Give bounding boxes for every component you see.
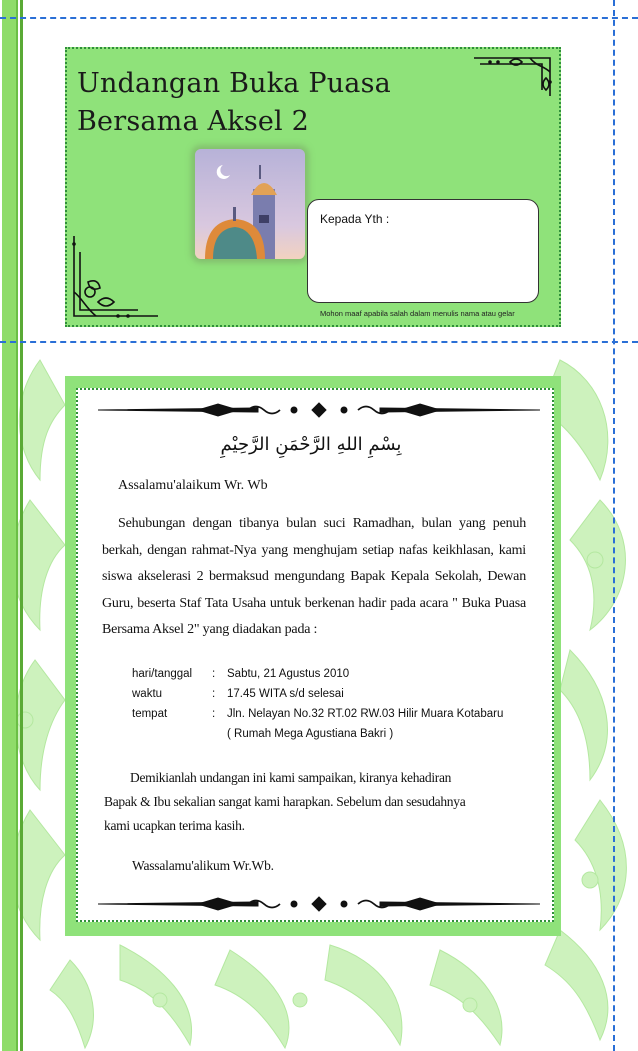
detail-row bbox=[132, 664, 503, 684]
closing-paragraph bbox=[104, 766, 534, 838]
mosque-illustration bbox=[195, 149, 305, 259]
bismillah-text: بِسْمِ اللهِ الرَّحْمَنِ الرَّحِيْمِ bbox=[220, 434, 402, 455]
event-details bbox=[132, 664, 503, 744]
closing-line-1: Demikianlah undangan ini kami sampaikan, kiranya kehadiran bbox=[130, 770, 452, 785]
title-line-2: Bersama Aksel 2 bbox=[77, 106, 310, 137]
corner-ornament-bottom-left-icon bbox=[68, 232, 164, 322]
ornamental-divider-top-icon bbox=[98, 402, 540, 418]
detail-value: Jln. Nelayan No.32 RT.02 RW.03 Hilir Muara Kotabaru bbox=[227, 708, 504, 720]
recipient-address-box[interactable] bbox=[307, 199, 539, 303]
detail-value: 17.45 WITA s/d selesai bbox=[227, 688, 344, 700]
left-strip-line bbox=[20, 0, 23, 1051]
closing-greeting: Wassalamu'alikum Wr.Wb. bbox=[132, 858, 274, 873]
detail-row bbox=[132, 704, 503, 724]
detail-colon: : bbox=[212, 708, 216, 720]
detail-colon: : bbox=[212, 688, 216, 700]
detail-row bbox=[132, 684, 503, 704]
corner-ornament-top-right-icon bbox=[470, 52, 558, 102]
detail-colon bbox=[212, 724, 227, 744]
cut-line-right bbox=[613, 0, 615, 1051]
detail-colon: : bbox=[212, 668, 216, 680]
detail-value: Sabtu, 21 Agustus 2010 bbox=[227, 668, 350, 680]
recipient-label: Kepada Yth : bbox=[320, 212, 390, 226]
cut-line-middle bbox=[0, 341, 638, 343]
ornamental-divider-bottom-icon bbox=[98, 896, 540, 912]
detail-label bbox=[132, 724, 212, 744]
title-line-1: Undangan Buka Puasa bbox=[77, 68, 391, 99]
invitation-title bbox=[77, 65, 391, 141]
detail-label: waktu bbox=[132, 688, 163, 700]
detail-label: tempat bbox=[132, 708, 168, 720]
detail-row bbox=[132, 724, 503, 744]
letter-card bbox=[76, 388, 554, 922]
detail-label: hari/tanggal bbox=[132, 668, 193, 680]
closing-line-3: kami ucapkan terima kasih. bbox=[104, 818, 245, 833]
address-note: Mohon maaf apabila salah dalam menulis nama atau gelar bbox=[320, 309, 515, 318]
bismillah-calligraphy bbox=[186, 424, 436, 460]
cut-line-top bbox=[0, 17, 638, 19]
detail-value: ( Rumah Mega Agustiana Bakri ) bbox=[227, 728, 394, 740]
left-green-strip bbox=[2, 0, 18, 1051]
greeting: Assalamu'alaikum Wr. Wb bbox=[118, 478, 268, 493]
closing-line-2: Bapak & Ibu sekalian sangat kami harapkan. Sebelum dan sesudahnya bbox=[104, 794, 466, 809]
invitation-body: Sehubungan dengan tibanya bulan suci Ramadhan, bulan yang penuh berkah, dengan rahmat-Nya yang menghujam setiap nafas keikhlasan, kami siswa akselerasi 2 bermaksud mengundang Bapak Kepala Sekolah, Dewan Guru, beserta Staf Tata Usaha untuk berkenan hadir pada acara " Buka Puasa Bersama Aksel 2" yang diadakan pada : bbox=[102, 516, 526, 637]
